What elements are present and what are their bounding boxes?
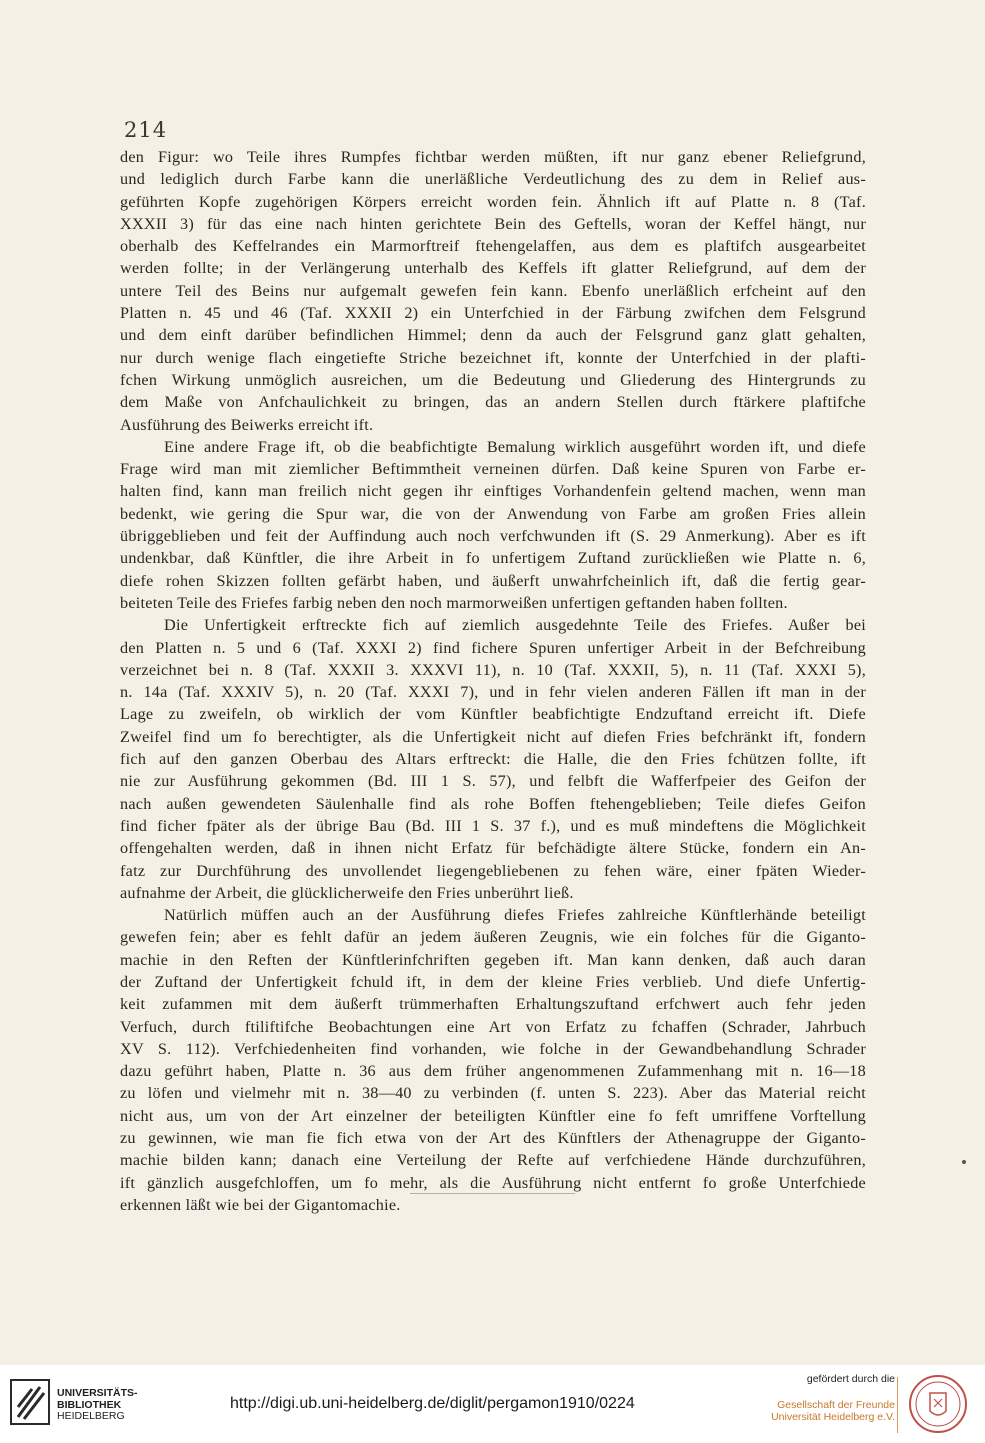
- text-line: Die Unfertigkeit erftreckte fich auf ziemlich ausgedehnte Teile des Friefes. Außer bei: [164, 616, 866, 635]
- text-line: nach außen gewendeten Säulenhalle find als rohe Boffen ftehengeblieben; Teile diefes Geifon: [120, 794, 866, 813]
- text-line: werden follte; in der Verlängerung unterhalb des Keffels ift glatter Reliefgrund, auf dem der: [120, 259, 866, 278]
- text-line: find ficher fpäter als der übrige Bau (Bd. III 1 S. 37 f.), und es muß mindeftens die Möglichkeit: [120, 816, 866, 835]
- text-line: den Figur: wo Teile ihres Rumpfes fichtbar werden müßten, ift nur ganz ebener Reliefgrund,: [120, 148, 866, 166]
- text-line: XXXII 3) für das eine nach hinten gerichtete Bein des Geftells, woran der Keffel hängt, nur: [120, 214, 866, 233]
- text-line: fatz zur Durchführung des unvollendet liegengebliebenen zu fehen wäre, einer fpäten Wieder-: [120, 861, 866, 880]
- footer-bar: [0, 1365, 985, 1443]
- text-line: aufnahme der Arbeit, die glücklicherweife den Fries unberührt ließ.: [120, 883, 574, 902]
- text-line: Ausführung des Beiwerks erreicht ift.: [120, 415, 374, 434]
- text-line: undenkbar, daß Künftler, die ihre Arbeit in fo unfertigem Zuftand zurückließen wie Platte n. 6,: [120, 549, 866, 568]
- text-line: Zweifel find um fo berechtigter, als die Unfertigkeit nicht auf diefen Fries befchränkt ift, fondern: [120, 727, 866, 746]
- text-line: gewefen fein; aber es fehlt dafür an jedem äußeren Zeugnis, wie ein folches für die Giganto-: [120, 928, 866, 947]
- text-line: n. 14a (Taf. XXXIV 5), n. 20 (Taf. XXXI 7), und in fehr vielen anderen Fällen ift man in der: [120, 683, 866, 702]
- text-line: bedenkt, wie gering die Spur war, die von der Anwendung von Farbe am großen Fries allein: [120, 504, 866, 523]
- text-line: beiteten Teile des Friefes farbig neben den noch marmorweißen unfertigen geftanden haben follten.: [120, 593, 788, 612]
- sponsor-name: Gesellschaft der Freunde: [777, 1399, 895, 1411]
- text-line: nicht aus, um von der Art einzelner der beteiligten Künftler eine fo feft umriffene Vorftellung: [120, 1106, 866, 1125]
- text-line: dazu geführt haben, Platte n. 36 aus dem früher angenommenen Zufammenhang mit n. 16—18: [120, 1062, 866, 1081]
- scan-speck: [962, 1160, 966, 1164]
- sponsor-label: gefördert durch die: [806, 1373, 895, 1385]
- text-line: den Platten n. 5 und 6 (Taf. XXXI 2) find fichere Spuren unfertiger Arbeit in der Befchreibung: [120, 638, 866, 657]
- text-line: fich auf den ganzen Oberbau des Altars erftreckt: die Halle, die den Fries fchützen follte, ift: [120, 750, 866, 769]
- text-line: zu löfen und vielmehr mit n. 38—40 zu verbinden (f. unten S. 223). Aber das Material reicht: [120, 1084, 866, 1103]
- text-line: Natürlich müffen auch an der Ausführung diefes Friefes zahlreiche Künftlerhände beteiligt: [164, 906, 866, 925]
- text-line: übriggeblieben und feit der Auffindung auch noch verfchwunden ift (S. 29 Anmerkung). Aber es ift: [120, 527, 866, 546]
- page-number: 214: [124, 118, 168, 142]
- text-line: Platten n. 45 und 46 (Taf. XXXII 2) ein Unterfchied in der Färbung zwifchen dem Felsgrund: [120, 304, 866, 323]
- university-seal-icon: [908, 1373, 968, 1435]
- text-line: und dem einft darüber befindlichen Himmel; denn da auch der Felsgrund ganz glatt gehalten,: [120, 326, 866, 345]
- footer-divider: [897, 1377, 898, 1433]
- library-name-line: HEIDELBERG: [57, 1410, 125, 1422]
- text-line: Lage zu zweifeln, ob wirklich der vom Künftler beabfichtigte Endzuftand erreicht ift. Diefe: [120, 705, 866, 724]
- text-line: untere Teil des Beins nur aufgemalt gewefen fein kann. Ebenfo unerläßlich erfcheint auf den: [120, 281, 866, 300]
- text-line: zu gewinnen, wie man fie fich etwa von der Art des Künftlers der Athenagruppe der Giganto-: [120, 1129, 866, 1148]
- text-line: oberhalb des Keffelrandes ein Marmorftreif ftehengelaffen, aus dem es plaftifch ausgearbeitet: [120, 237, 866, 256]
- text-line: Frage wird man mit ziemlicher Beftimmtheit verneinen dürfen. Daß keine Spuren von Farbe er-: [120, 460, 866, 479]
- permalink-url[interactable]: http://digi.ub.uni-heidelberg.de/diglit/pergamon1910/0224: [230, 1395, 635, 1412]
- text-line: halten find, kann man freilich nicht gegen ihr einftiges Vorhandenfein geltend machen, wenn man: [120, 482, 866, 501]
- text-line: Verfuch, durch ftiliftifche Beobachtungen eine Art von Erfatz zu fchaffen (Schrader, Jahrbuch: [120, 1017, 866, 1036]
- text-line: dem Maße von Anfchaulichkeit zu bringen, das an andern Stellen durch ftärkere plaftifche: [120, 393, 866, 412]
- library-logo-icon: [10, 1379, 50, 1425]
- text-line: nie zur Ausführung gekommen (Bd. III 1 S. 57), und felbft die Wafferfpeier des Geifon der: [120, 772, 866, 791]
- text-line: diefe rohen Skizzen follten gefärbt haben, und äußerft unwahrfcheinlich ift, daß die fertig gear-: [120, 571, 866, 590]
- section-divider: [410, 1193, 575, 1194]
- text-line: erkennen läßt wie bei der Gigantomachie.: [120, 1195, 401, 1214]
- text-line: geführten Kopfe zugehörigen Körpers erreicht worden fein. Ähnlich ift auf Platte n. 8 (Taf.: [120, 192, 866, 211]
- sponsor-block: [705, 1373, 895, 1423]
- text-line: machie in den Reften der Künftlerinfchriften gegeben ift. Man kann denken, daß auch daran: [120, 950, 866, 969]
- text-line: der Zuftand der Unfertigkeit fchuld ift, in dem der kleine Fries verblieb. Und diefe Unfertig-: [120, 972, 866, 991]
- text-line: fchen Wirkung unmöglich ausreichen, um die Bedeutung und Gliederung des Hintergrunds zu: [120, 370, 866, 389]
- text-line: nur durch wenige flach eingetiefte Striche bezeichnet ift, konnte der Unterfchied in der plafti-: [120, 348, 866, 367]
- text-line: XV S. 112). Verfchiedenheiten find vorhanden, wie folche in der Gewandbehandlung Schrader: [120, 1039, 866, 1058]
- text-line: verzeichnet bei n. 8 (Taf. XXXII 3. XXXVI 11), n. 10 (Taf. XXXII, 5), n. 11 (Taf. XXXI 5),: [120, 660, 866, 679]
- text-line: und lediglich durch Farbe kann die unerläßliche Verdeutlichung des zu dem in Relief aus-: [120, 170, 866, 189]
- text-line: offengehalten werden, daß in ihnen nicht Erfatz für befchädigte ältere Stücke, fondern ein An-: [120, 839, 866, 858]
- text-line: keit zufammen mit dem äußerft trümmerhaften Erhaltungszuftand erfchwert auch fehr jeden: [120, 995, 866, 1014]
- text-line: ift gänzlich ausgefchloffen, um fo mehr, als die Ausführung nicht entfernt fo große Unterfchiede: [120, 1173, 866, 1192]
- body-text: [120, 146, 866, 1216]
- library-name: [57, 1388, 138, 1423]
- library-name-line: UNIVERSITÄTS-: [57, 1387, 138, 1399]
- text-line: machie bilden kann; danach eine Verteilung der Refte auf verfchiedene Hände durchzuführen,: [120, 1151, 866, 1170]
- sponsor-name: Universität Heidelberg e.V.: [771, 1411, 895, 1423]
- library-name-line: BIBLIOTHEK: [57, 1398, 122, 1411]
- text-line: Eine andere Frage ift, ob die beabfichtigte Bemalung wirklich ausgeführt worden ift, und diefe: [164, 437, 866, 456]
